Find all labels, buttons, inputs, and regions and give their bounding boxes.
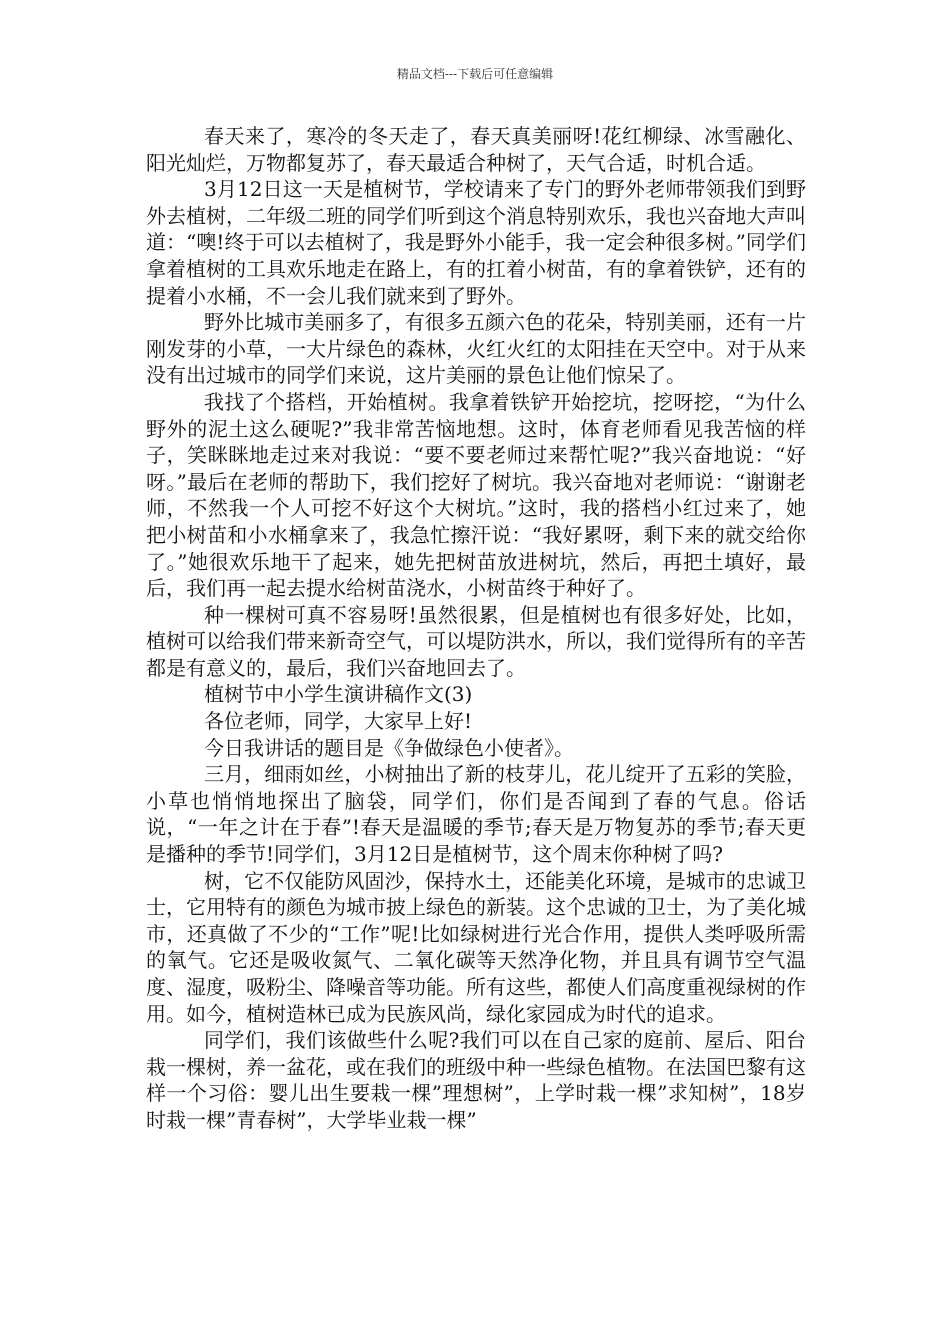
paragraph-greeting: 各位老师，同学，大家早上好! bbox=[204, 709, 473, 734]
paragraph-planting-story: 我找了个搭档，开始植树。我拿着铁铲开始挖坑，挖呀挖，“为什么野外的泥土这么硬呢?”我非常苦恼地想。这时，体育老师看见我苦恼的样子，笑眯眯地走过来对我说：“要不要老师过来帮忙呢?”我兴奋地说：“好呀。”最后在老师的帮助下，我们挖好了树坑。我兴奋地对老师说：“谢谢老师，不然我一个人可挖不好这个大树坑。”这时，我的搭档小红过来了，她把小树苗和小水桶拿来了，我急忙擦汗说：“我好累呀，剩下来的就交给你了。”她很欢乐地干了起来，她先把树苗放进树坑，然后，再把土填好，最后，我们再一起去提水给树苗浇水，小树苗终于种好了。 bbox=[146, 389, 806, 601]
paragraph-call-to-action: 同学们，我们该做些什么呢?我们可以在自己家的庭前、屋后、阳台栽一棵树，养一盆花，或在我们的班级中种一些绿色植物。在法国巴黎有这样一个习俗：婴儿出生要栽一棵”理想树”，上学时栽一棵”求知树”，18岁时栽一棵”青春树”，大学毕业栽一棵” bbox=[146, 1028, 806, 1132]
page-header-watermark: 精品文档---下载后可任意编辑 bbox=[396, 67, 554, 81]
paragraph-spring-intro: 春天来了，寒冷的冬天走了，春天真美丽呀!花红柳绿、冰雪融化、阳光灿烂，万物都复苏了，春天最适合种树了，天气合适，时机合适。 bbox=[146, 124, 806, 175]
paragraph-march-spring: 三月，细雨如丝，小树抽出了新的枝芽儿，花儿绽开了五彩的笑脸，小草也悄悄地探出了脑袋，同学们，你们是否闻到了春的气息。俗话说，“一年之计在于春”!春天是温暖的季节;春天是万物复苏的季节;春天更是播种的季节!同学们，3月12日是植树节，这个周末你种树了吗? bbox=[146, 762, 806, 867]
paragraph-arbor-day-trip: 3月12日这一天是植树节，学校请来了专门的野外老师带领我们到野外去植树，二年级二班的同学们听到这个消息特别欢乐，我也兴奋地大声叫道：“噢!终于可以去植树了，我是野外小能手，我一定会种很多树。”同学们拿着植树的工具欢乐地走在路上，有的扛着小树苗，有的拿着铁铲，还有的提着小水桶，不一会儿我们就来到了野外。 bbox=[146, 177, 806, 308]
paragraph-speech-topic: 今日我讲话的题目是《争做绿色小使者》。 bbox=[204, 735, 574, 760]
section-title: 植树节中小学生演讲稿作文(3) bbox=[204, 682, 473, 707]
paragraph-countryside-scenery: 野外比城市美丽多了，有很多五颜六色的花朵，特别美丽，还有一片刚发芽的小草，一大片绿色的森林，火红火红的太阳挂在天空中。对于从来没有出过城市的同学们来说，这片美丽的景色让他们惊呆了。 bbox=[146, 310, 806, 388]
paragraph-tree-benefits: 树，它不仅能防风固沙，保持水土，还能美化环境，是城市的忠诚卫士，它用特有的颜色为城市披上绿色的新装。这个忠诚的卫士，为了美化城市，还真做了不少的“工作”呢!比如绿树进行光合作用，提供人类呼吸所需的氧气。它还是吸收氮气、二氧化碳等天然净化物，并且具有调节空气温度、湿度，吸粉尘、降噪音等功能。所有这些，都使人们高度重视绿树的作用。如今，植树造林已成为民族风尚，绿化家园成为时代的追求。 bbox=[146, 868, 806, 1026]
paragraph-planting-reflection: 种一棵树可真不容易呀!虽然很累，但是植树也有很多好处，比如，植树可以给我们带来新奇空气，可以堤防洪水，所以，我们觉得所有的辛苦都是有意义的，最后，我们兴奋地回去了。 bbox=[146, 602, 806, 680]
document-body bbox=[146, 123, 806, 1134]
